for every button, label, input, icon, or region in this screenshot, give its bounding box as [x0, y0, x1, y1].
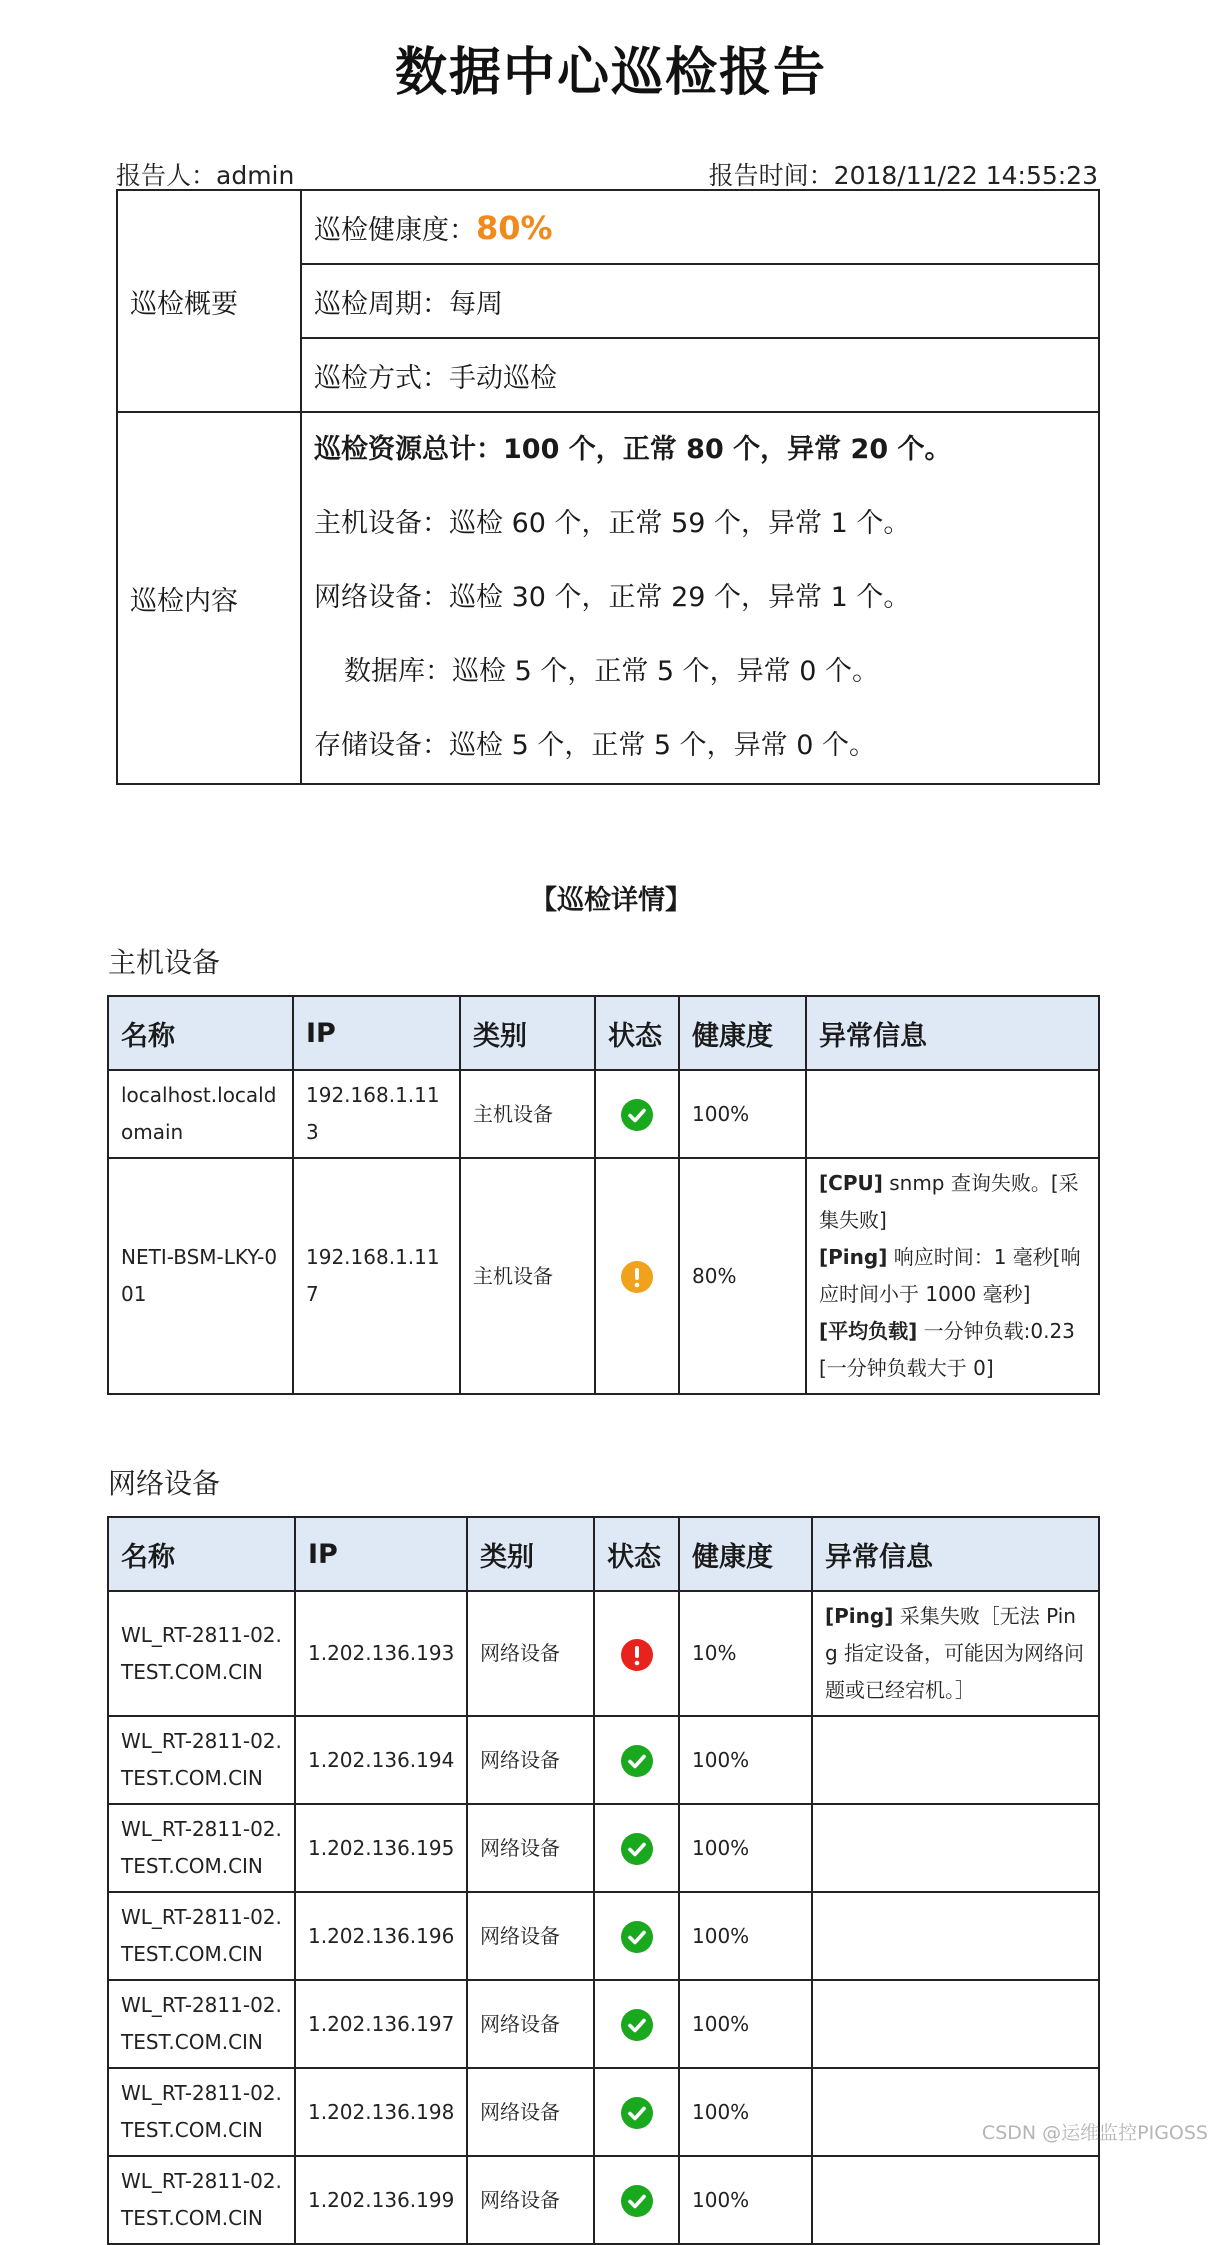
- col-status: 状态: [594, 1517, 679, 1591]
- content-cell: [301, 412, 1099, 784]
- device-error: [812, 1591, 1099, 1716]
- health-line: [301, 190, 1099, 264]
- network-table: [107, 1516, 1100, 2245]
- device-name: WL_RT-2811-02.TEST.COM.CIN: [108, 1980, 295, 2068]
- network-line: 网络设备：巡检 30 个，正常 29 个，异常 1 个。: [314, 582, 911, 613]
- device-ip: 1.202.136.196: [295, 1892, 467, 1980]
- health-value: 80%: [476, 208, 553, 247]
- device-ip: 1.202.136.195: [295, 1804, 467, 1892]
- device-name: localhost.localdomain: [108, 1070, 293, 1158]
- error-tag: [平均负载]: [819, 1319, 918, 1343]
- host-line: 主机设备：巡检 60 个，正常 59 个，异常 1 个。: [314, 508, 911, 539]
- check-circle-icon: [621, 2185, 653, 2217]
- device-status: [594, 1804, 679, 1892]
- col-category: 类别: [460, 996, 595, 1070]
- exclamation-circle-icon: [621, 1639, 653, 1671]
- device-name: WL_RT-2811-02.TEST.COM.CIN: [108, 1892, 295, 1980]
- col-name: 名称: [108, 996, 293, 1070]
- check-circle-icon: [621, 1833, 653, 1865]
- device-status: [594, 1980, 679, 2068]
- table-row: [108, 1892, 1099, 1980]
- col-ip: IP: [293, 996, 460, 1070]
- error-item: [819, 1165, 1088, 1239]
- database-line: 数据库：巡检 5 个，正常 5 个，异常 0 个。: [344, 656, 880, 687]
- check-circle-icon: [621, 2009, 653, 2041]
- error-tag: [CPU]: [819, 1171, 883, 1195]
- exclamation-circle-icon: [621, 1261, 653, 1293]
- col-error: 异常信息: [812, 1517, 1099, 1591]
- table-row: [108, 2156, 1099, 2244]
- error-item: [819, 1313, 1088, 1387]
- device-status: [594, 1892, 679, 1980]
- device-category: 网络设备: [467, 1591, 594, 1716]
- device-health: 100%: [679, 1804, 812, 1892]
- device-ip: 192.168.1.113: [293, 1070, 460, 1158]
- health-label: 巡检健康度：: [314, 214, 476, 246]
- check-circle-icon: [621, 2097, 653, 2129]
- device-name: NETI-BSM-LKY-001: [108, 1158, 293, 1394]
- table-row: [108, 1716, 1099, 1804]
- error-text: snmp 查询失败。[采集失败]: [819, 1171, 1079, 1232]
- details-title: 【巡检详情】: [530, 885, 692, 916]
- device-error: [812, 1804, 1099, 1892]
- content-label: 巡检内容: [117, 412, 301, 784]
- table-row: [108, 1804, 1099, 1892]
- device-health: 100%: [679, 2068, 812, 2156]
- method-line: 巡检方式：手动巡检: [301, 338, 1099, 412]
- device-health: 100%: [679, 2156, 812, 2244]
- device-ip: 1.202.136.193: [295, 1591, 467, 1716]
- report-title: 数据中心巡检报告: [394, 43, 827, 103]
- device-health: 100%: [679, 1070, 806, 1158]
- table-row: [108, 1158, 1099, 1394]
- error-text: 一分钟负载:0.23[一分钟负载大于 0]: [819, 1319, 1075, 1380]
- summary-table: [116, 189, 1100, 785]
- device-status: [594, 1591, 679, 1716]
- device-status: [594, 1716, 679, 1804]
- device-status: [595, 1070, 679, 1158]
- col-status: 状态: [595, 996, 679, 1070]
- cycle-line: 巡检周期：每周: [301, 264, 1099, 338]
- overview-label: 巡检概要: [117, 190, 301, 412]
- network-table-header: [108, 1517, 1099, 1591]
- col-name: 名称: [108, 1517, 295, 1591]
- watermark: CSDN @运维监控PIGOSS: [981, 2122, 1208, 2144]
- report-time: 报告时间：2018/11/22 14:55:23: [708, 161, 1098, 190]
- device-health: 100%: [679, 1892, 812, 1980]
- device-name: WL_RT-2811-02.TEST.COM.CIN: [108, 2156, 295, 2244]
- storage-line: 存储设备：巡检 5 个，正常 5 个，异常 0 个。: [314, 730, 877, 761]
- host-table-header: [108, 996, 1099, 1070]
- device-ip: 1.202.136.198: [295, 2068, 467, 2156]
- device-ip: 192.168.1.117: [293, 1158, 460, 1394]
- error-text: 采集失败［无法 Ping 指定设备，可能因为网络问题或已经宕机。］: [825, 1604, 1085, 1702]
- device-error: [812, 1980, 1099, 2068]
- device-category: 网络设备: [467, 2156, 594, 2244]
- network-section-title: 网络设备: [108, 1467, 221, 1500]
- device-category: 网络设备: [467, 1804, 594, 1892]
- device-health: 80%: [679, 1158, 806, 1394]
- device-ip: 1.202.136.194: [295, 1716, 467, 1804]
- total-line: 巡检资源总计：100 个，正常 80 个，异常 20 个。: [314, 434, 952, 465]
- reporter: 报告人：admin: [116, 161, 295, 190]
- device-ip: 1.202.136.199: [295, 2156, 467, 2244]
- device-status: [594, 2156, 679, 2244]
- error-tag: [Ping]: [819, 1245, 888, 1269]
- device-status: [594, 2068, 679, 2156]
- device-error: [806, 1070, 1099, 1158]
- device-health: 100%: [679, 1716, 812, 1804]
- table-row: [108, 1591, 1099, 1716]
- device-health: 100%: [679, 1980, 812, 2068]
- check-circle-icon: [621, 1921, 653, 1953]
- col-error: 异常信息: [806, 996, 1099, 1070]
- device-name: WL_RT-2811-02.TEST.COM.CIN: [108, 2068, 295, 2156]
- error-text: 响应时间：1 毫秒[响应时间小于 1000 毫秒]: [819, 1245, 1081, 1306]
- device-error: [812, 1716, 1099, 1804]
- col-ip: IP: [295, 1517, 467, 1591]
- table-row: [108, 1980, 1099, 2068]
- table-row: [108, 2068, 1099, 2156]
- device-health: 10%: [679, 1591, 812, 1716]
- device-error: [812, 2156, 1099, 2244]
- device-category: 网络设备: [467, 2068, 594, 2156]
- col-health: 健康度: [679, 996, 806, 1070]
- table-row: [108, 1070, 1099, 1158]
- error-tag: [Ping]: [825, 1604, 894, 1628]
- device-name: WL_RT-2811-02.TEST.COM.CIN: [108, 1716, 295, 1804]
- check-circle-icon: [621, 1099, 653, 1131]
- host-table: [107, 995, 1100, 1395]
- device-error: [812, 1892, 1099, 1980]
- col-category: 类别: [467, 1517, 594, 1591]
- device-error: [806, 1158, 1099, 1394]
- device-ip: 1.202.136.197: [295, 1980, 467, 2068]
- device-category: 网络设备: [467, 1892, 594, 1980]
- device-category: 网络设备: [467, 1716, 594, 1804]
- device-name: WL_RT-2811-02.TEST.COM.CIN: [108, 1591, 295, 1716]
- device-category: 主机设备: [460, 1070, 595, 1158]
- host-section-title: 主机设备: [108, 946, 221, 979]
- device-category: 主机设备: [460, 1158, 595, 1394]
- device-status: [595, 1158, 679, 1394]
- col-health: 健康度: [679, 1517, 812, 1591]
- check-circle-icon: [621, 1745, 653, 1777]
- device-name: WL_RT-2811-02.TEST.COM.CIN: [108, 1804, 295, 1892]
- device-category: 网络设备: [467, 1980, 594, 2068]
- error-item: [819, 1239, 1088, 1313]
